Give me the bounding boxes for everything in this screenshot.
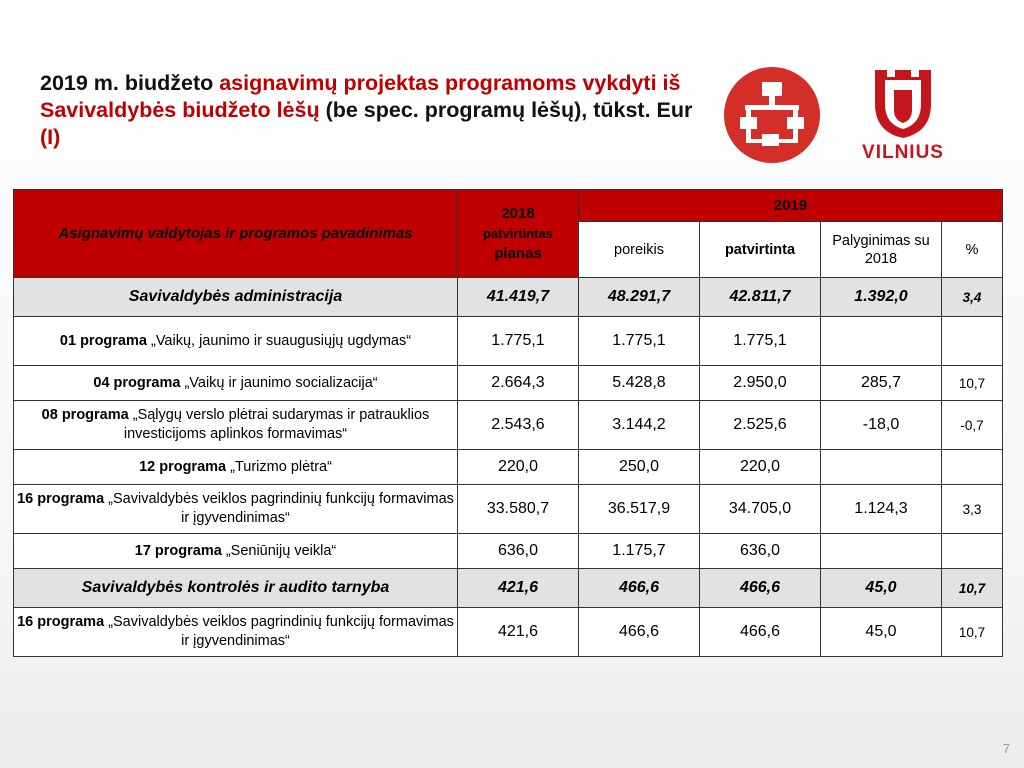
table-row: [14, 569, 1003, 608]
org-chart-icon: [724, 67, 820, 163]
row-name: [14, 485, 458, 534]
title-part-1: 2019 m. biudžeto: [40, 71, 220, 95]
cell-percent: 10,7: [942, 366, 1003, 401]
cell-plan-2018: 636,0: [458, 534, 579, 569]
header-approved: patvirtinta: [700, 222, 821, 278]
cell-plan-2018: 41.419,7: [458, 278, 579, 317]
table-row: [14, 366, 1003, 401]
program-code: 16 programa: [17, 614, 105, 630]
program-title: „Sąlygų verslo plėtrai sudarymas ir patrauklios investicijoms aplinkos formavimas“: [123, 407, 430, 442]
table-row: [14, 485, 1003, 534]
program-title: „Savivaldybės veiklos pagrindinių funkcijų formavimas ir įgyvendinimas“: [104, 614, 454, 649]
program-code: 16 programa: [17, 491, 105, 507]
row-name: [14, 366, 458, 401]
cell-plan-2018: 33.580,7: [458, 485, 579, 534]
row-name: [14, 534, 458, 569]
cell-compare: [821, 450, 942, 485]
program-code: 04 programa: [93, 374, 181, 391]
header-compare: Palyginimas su 2018: [821, 222, 942, 278]
cell-percent: 3,4: [942, 278, 1003, 317]
table-row: [14, 450, 1003, 485]
header-2018-plan: planas: [494, 244, 542, 262]
table-row: [14, 317, 1003, 366]
header-percent: %: [942, 222, 1003, 278]
vilnius-logo: [848, 66, 958, 166]
cell-plan-2018: 2.664,3: [458, 366, 579, 401]
cell-needs: 1.175,7: [579, 534, 700, 569]
row-name: Savivaldybės kontrolės ir audito tarnyba: [14, 569, 458, 608]
cell-compare: [821, 317, 942, 366]
cell-approved: 2.950,0: [700, 366, 821, 401]
cell-approved: 220,0: [700, 450, 821, 485]
cell-needs: 5.428,8: [579, 366, 700, 401]
program-code: 17 programa: [134, 542, 222, 559]
row-name: [14, 608, 458, 657]
cell-plan-2018: 1.775,1: [458, 317, 579, 366]
cell-plan-2018: 2.543,6: [458, 401, 579, 450]
cell-needs: 466,6: [579, 608, 700, 657]
cell-plan-2018: 220,0: [458, 450, 579, 485]
cell-needs: 1.775,1: [579, 317, 700, 366]
table-row: [14, 608, 1003, 657]
cell-needs: 466,6: [579, 569, 700, 608]
cell-needs: 3.144,2: [579, 401, 700, 450]
program-title: „Savivaldybės veiklos pagrindinių funkcijų formavimas ir įgyvendinimas“: [104, 491, 454, 526]
row-name: [14, 401, 458, 450]
tower-icon: [848, 66, 958, 142]
cell-approved: 636,0: [700, 534, 821, 569]
cell-needs: 36.517,9: [579, 485, 700, 534]
cell-plan-2018: 421,6: [458, 569, 579, 608]
cell-compare: [821, 534, 942, 569]
cell-percent: [942, 534, 1003, 569]
cell-percent: -0,7: [942, 401, 1003, 450]
cell-compare: 45,0: [821, 569, 942, 608]
header-2018-approved: patvirtintas: [482, 225, 554, 241]
program-code: 01 programa: [59, 332, 147, 349]
table-row: [14, 401, 1003, 450]
cell-approved: 34.705,0: [700, 485, 821, 534]
cell-approved: 2.525,6: [700, 401, 821, 450]
cell-compare: 1.392,0: [821, 278, 942, 317]
table-row: [14, 278, 1003, 317]
program-title: „Vaikų, jaunimo ir suaugusiųjų ugdymas“: [146, 332, 412, 349]
budget-table: [13, 189, 1003, 657]
program-code: 08 programa: [41, 407, 129, 423]
cell-plan-2018: 421,6: [458, 608, 579, 657]
header-needs: poreikis: [579, 222, 700, 278]
header-2019-column: 2019: [579, 190, 1003, 222]
cell-percent: 3,3: [942, 485, 1003, 534]
cell-percent: 10,7: [942, 569, 1003, 608]
row-name: Savivaldybės administracija: [14, 278, 458, 317]
cell-compare: -18,0: [821, 401, 942, 450]
cell-compare: 1.124,3: [821, 485, 942, 534]
header-2018-year: 2018: [501, 204, 535, 222]
cell-compare: 285,7: [821, 366, 942, 401]
title-part-2: asignavimų projektas programoms vykdyti iš Savivaldybės biudžeto lėšų: [40, 71, 681, 122]
cell-compare: 45,0: [821, 608, 942, 657]
title-part-4: (I): [40, 125, 61, 149]
program-title: „Turizmo plėtra“: [226, 458, 332, 475]
cell-approved: 466,6: [700, 569, 821, 608]
program-title: „Seniūnijų veikla“: [221, 542, 337, 559]
cell-percent: [942, 450, 1003, 485]
cell-approved: 466,6: [700, 608, 821, 657]
cell-needs: 48.291,7: [579, 278, 700, 317]
page-number: 7: [1002, 741, 1010, 756]
row-name: [14, 317, 458, 366]
row-name: [14, 450, 458, 485]
header-name-column: Asignavimų valdytojas ir programos pavadinimas: [14, 190, 458, 278]
title-part-3: (be spec. programų lėšų), tūkst. Eur: [319, 98, 693, 122]
slide-title: [40, 70, 700, 151]
program-title: „Vaikų ir jaunimo socializacija“: [180, 374, 378, 391]
cell-needs: 250,0: [579, 450, 700, 485]
cell-approved: 42.811,7: [700, 278, 821, 317]
program-code: 12 programa: [139, 458, 227, 475]
cell-percent: [942, 317, 1003, 366]
header-2018-column: [458, 190, 579, 278]
table-row: [14, 534, 1003, 569]
cell-percent: 10,7: [942, 608, 1003, 657]
vilnius-wordmark: VILNIUS: [862, 142, 944, 163]
cell-approved: 1.775,1: [700, 317, 821, 366]
